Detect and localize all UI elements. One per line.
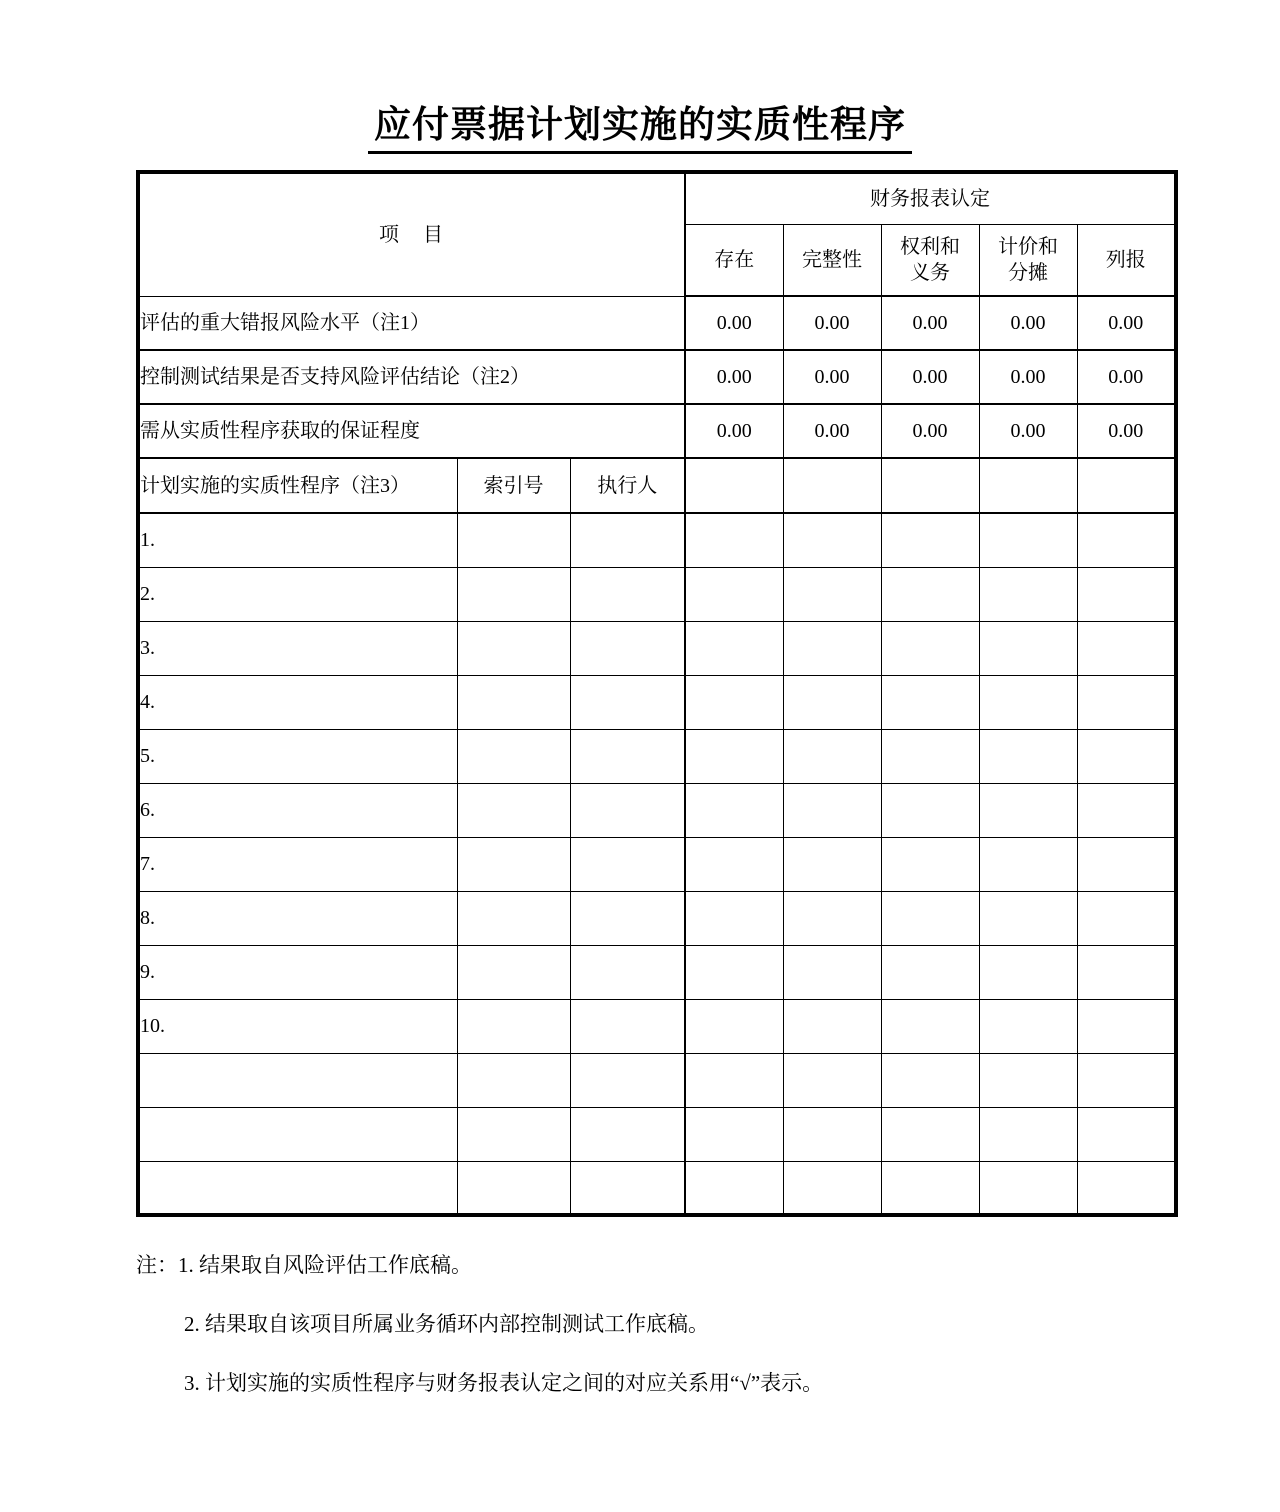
procedure-mark-4-existence[interactable]	[685, 675, 783, 729]
procedure-mark-11-existence[interactable]	[685, 1053, 783, 1107]
procedure-no-1[interactable]: 1.	[138, 513, 457, 567]
procedure-index-6[interactable]	[457, 783, 570, 837]
cell-assurance-rights: 0.00	[881, 404, 979, 458]
procedure-mark-8-valuation[interactable]	[979, 891, 1077, 945]
procedure-index-2[interactable]	[457, 567, 570, 621]
cell-risk-completeness: 0.00	[783, 296, 881, 350]
procedure-header-presentation[interactable]	[1077, 458, 1176, 513]
header-cell-procedures: 计划实施的实质性程序（注3）	[138, 458, 457, 513]
substantive-procedures-table	[136, 170, 1178, 1217]
header-cell-executor: 执行人	[570, 458, 685, 513]
footnote-2: 2. 结果取自该项目所属业务循环内部控制测试工作底稿。	[184, 1312, 709, 1336]
procedure-mark-1-valuation[interactable]	[979, 513, 1077, 567]
table-row	[138, 891, 1176, 945]
procedure-index-3[interactable]	[457, 621, 570, 675]
procedure-executor-11[interactable]	[570, 1053, 685, 1107]
procedure-mark-12-presentation[interactable]	[1077, 1107, 1176, 1161]
procedure-mark-3-presentation[interactable]	[1077, 621, 1176, 675]
table-row	[138, 729, 1176, 783]
procedure-mark-9-presentation[interactable]	[1077, 945, 1176, 999]
table-row	[138, 1161, 1176, 1215]
procedure-no-3[interactable]: 3.	[138, 621, 457, 675]
procedure-mark-10-valuation[interactable]	[979, 999, 1077, 1053]
procedure-mark-9-rights[interactable]	[881, 945, 979, 999]
title-container	[0, 104, 1280, 154]
row-label-risk-level: 评估的重大错报风险水平（注1）	[138, 296, 685, 350]
procedure-mark-2-presentation[interactable]	[1077, 567, 1176, 621]
header-text-rights-line1: 权利和	[900, 235, 960, 258]
procedure-executor-12[interactable]	[570, 1107, 685, 1161]
header-cell-index-no: 索引号	[457, 458, 570, 513]
procedure-mark-12-completeness[interactable]	[783, 1107, 881, 1161]
table-row	[138, 621, 1176, 675]
procedure-index-7[interactable]	[457, 837, 570, 891]
table-row	[138, 837, 1176, 891]
procedure-mark-7-presentation[interactable]	[1077, 837, 1176, 891]
procedure-mark-6-presentation[interactable]	[1077, 783, 1176, 837]
header-cell-rights-obligations	[881, 224, 979, 296]
cell-assurance-existence: 0.00	[685, 404, 783, 458]
table-row	[138, 675, 1176, 729]
procedure-mark-1-existence[interactable]	[685, 513, 783, 567]
procedure-mark-12-existence[interactable]	[685, 1107, 783, 1161]
procedure-index-4[interactable]	[457, 675, 570, 729]
procedure-mark-5-completeness[interactable]	[783, 729, 881, 783]
procedure-no-10[interactable]: 10.	[138, 999, 457, 1053]
procedure-mark-13-valuation[interactable]	[979, 1161, 1077, 1215]
procedure-mark-10-rights[interactable]	[881, 999, 979, 1053]
row-label-control-test: 控制测试结果是否支持风险评估结论（注2）	[138, 350, 685, 404]
header-cell-item: 项 目	[138, 172, 685, 296]
procedure-index-8[interactable]	[457, 891, 570, 945]
procedure-mark-2-existence[interactable]	[685, 567, 783, 621]
procedure-executor-10[interactable]	[570, 999, 685, 1053]
table-row	[138, 999, 1176, 1053]
cell-control-existence: 0.00	[685, 350, 783, 404]
cell-assurance-presentation: 0.00	[1077, 404, 1176, 458]
procedure-mark-1-rights[interactable]	[881, 513, 979, 567]
header-text-completeness: 完整性	[802, 248, 862, 271]
procedure-mark-3-existence[interactable]	[685, 621, 783, 675]
procedure-mark-4-completeness[interactable]	[783, 675, 881, 729]
procedure-executor-2[interactable]	[570, 567, 685, 621]
procedure-index-1[interactable]	[457, 513, 570, 567]
procedure-header-completeness[interactable]	[783, 458, 881, 513]
cell-control-presentation: 0.00	[1077, 350, 1176, 404]
procedure-no-2[interactable]: 2.	[138, 567, 457, 621]
procedure-mark-2-completeness[interactable]	[783, 567, 881, 621]
procedure-mark-13-completeness[interactable]	[783, 1161, 881, 1215]
procedure-mark-6-valuation[interactable]	[979, 783, 1077, 837]
footnotes	[136, 1252, 1136, 1396]
procedure-executor-1[interactable]	[570, 513, 685, 567]
procedure-no-13[interactable]	[138, 1161, 457, 1215]
procedure-no-9[interactable]: 9.	[138, 945, 457, 999]
procedure-mark-9-completeness[interactable]	[783, 945, 881, 999]
procedure-header-rights[interactable]	[881, 458, 979, 513]
procedure-mark-3-completeness[interactable]	[783, 621, 881, 675]
procedure-mark-10-presentation[interactable]	[1077, 999, 1176, 1053]
table-row	[138, 783, 1176, 837]
header-text-valuation-line1: 计价和	[998, 235, 1058, 258]
header-text-rights-line2: 义务	[910, 261, 950, 284]
header-cell-assertions-group: 财务报表认定	[685, 172, 1176, 224]
procedure-executor-3[interactable]	[570, 621, 685, 675]
table-row-procedure-header	[138, 458, 1176, 513]
header-cell-valuation-allocation	[979, 224, 1077, 296]
procedure-mark-2-rights[interactable]	[881, 567, 979, 621]
cell-control-rights: 0.00	[881, 350, 979, 404]
cell-risk-presentation: 0.00	[1077, 296, 1176, 350]
procedure-mark-9-valuation[interactable]	[979, 945, 1077, 999]
header-text-presentation: 列报	[1105, 248, 1146, 271]
procedure-mark-3-rights[interactable]	[881, 621, 979, 675]
procedure-mark-12-valuation[interactable]	[979, 1107, 1077, 1161]
table-row	[138, 945, 1176, 999]
procedure-executor-4[interactable]	[570, 675, 685, 729]
procedure-executor-7[interactable]	[570, 837, 685, 891]
procedure-mark-13-rights[interactable]	[881, 1161, 979, 1215]
row-label-assurance-level: 需从实质性程序获取的保证程度	[138, 404, 685, 458]
procedure-mark-10-completeness[interactable]	[783, 999, 881, 1053]
procedure-mark-4-valuation[interactable]	[979, 675, 1077, 729]
header-text-existence: 存在	[714, 248, 755, 271]
procedure-no-6[interactable]: 6.	[138, 783, 457, 837]
header-text-valuation-line2: 分摊	[1008, 261, 1048, 284]
table-row	[138, 1053, 1176, 1107]
table-header-group-row	[138, 172, 1176, 224]
table-row	[138, 567, 1176, 621]
procedure-mark-8-completeness[interactable]	[783, 891, 881, 945]
procedure-mark-10-existence[interactable]	[685, 999, 783, 1053]
procedure-mark-6-existence[interactable]	[685, 783, 783, 837]
procedure-no-11[interactable]	[138, 1053, 457, 1107]
procedure-mark-13-presentation[interactable]	[1077, 1161, 1176, 1215]
procedure-mark-8-existence[interactable]	[685, 891, 783, 945]
procedure-mark-8-rights[interactable]	[881, 891, 979, 945]
procedure-mark-11-rights[interactable]	[881, 1053, 979, 1107]
procedure-mark-9-existence[interactable]	[685, 945, 783, 999]
procedure-mark-8-presentation[interactable]	[1077, 891, 1176, 945]
procedure-mark-6-rights[interactable]	[881, 783, 979, 837]
footnote-3: 3. 计划实施的实质性程序与财务报表认定之间的对应关系用“√”表示。	[184, 1371, 824, 1395]
cell-control-completeness: 0.00	[783, 350, 881, 404]
procedure-mark-5-rights[interactable]	[881, 729, 979, 783]
procedure-mark-11-presentation[interactable]	[1077, 1053, 1176, 1107]
procedure-header-existence[interactable]	[685, 458, 783, 513]
procedure-mark-7-valuation[interactable]	[979, 837, 1077, 891]
procedure-mark-5-presentation[interactable]	[1077, 729, 1176, 783]
table-row-risk-level	[138, 296, 1176, 350]
procedure-mark-7-completeness[interactable]	[783, 837, 881, 891]
procedure-executor-8[interactable]	[570, 891, 685, 945]
cell-risk-rights: 0.00	[881, 296, 979, 350]
cell-risk-valuation: 0.00	[979, 296, 1077, 350]
procedure-index-9[interactable]	[457, 945, 570, 999]
header-cell-existence	[685, 224, 783, 296]
procedure-mark-5-valuation[interactable]	[979, 729, 1077, 783]
procedure-mark-7-existence[interactable]	[685, 837, 783, 891]
procedure-mark-1-completeness[interactable]	[783, 513, 881, 567]
procedure-mark-6-completeness[interactable]	[783, 783, 881, 837]
procedure-executor-9[interactable]	[570, 945, 685, 999]
footnote-1: 注：1. 结果取自风险评估工作底稿。	[136, 1253, 472, 1277]
procedure-no-8[interactable]: 8.	[138, 891, 457, 945]
header-cell-presentation	[1077, 224, 1176, 296]
procedure-mark-4-presentation[interactable]	[1077, 675, 1176, 729]
procedure-mark-1-presentation[interactable]	[1077, 513, 1176, 567]
page-title: 应付票据计划实施的实质性程序	[368, 104, 912, 154]
procedure-mark-11-valuation[interactable]	[979, 1053, 1077, 1107]
cell-control-valuation: 0.00	[979, 350, 1077, 404]
procedure-header-valuation[interactable]	[979, 458, 1077, 513]
procedure-executor-5[interactable]	[570, 729, 685, 783]
cell-assurance-valuation: 0.00	[979, 404, 1077, 458]
procedure-mark-7-rights[interactable]	[881, 837, 979, 891]
table-row	[138, 513, 1176, 567]
procedure-index-11[interactable]	[457, 1053, 570, 1107]
table-row	[138, 1107, 1176, 1161]
procedure-mark-2-valuation[interactable]	[979, 567, 1077, 621]
procedure-mark-3-valuation[interactable]	[979, 621, 1077, 675]
procedure-index-5[interactable]	[457, 729, 570, 783]
table-row-control-test	[138, 350, 1176, 404]
procedure-index-12[interactable]	[457, 1107, 570, 1161]
procedure-no-7[interactable]: 7.	[138, 837, 457, 891]
cell-risk-existence: 0.00	[685, 296, 783, 350]
procedure-mark-5-existence[interactable]	[685, 729, 783, 783]
procedure-mark-4-rights[interactable]	[881, 675, 979, 729]
procedure-mark-11-completeness[interactable]	[783, 1053, 881, 1107]
procedure-executor-6[interactable]	[570, 783, 685, 837]
procedure-mark-13-existence[interactable]	[685, 1161, 783, 1215]
table-row-assurance-level	[138, 404, 1176, 458]
procedure-index-10[interactable]	[457, 999, 570, 1053]
cell-assurance-completeness: 0.00	[783, 404, 881, 458]
procedure-index-13[interactable]	[457, 1161, 570, 1215]
header-cell-completeness	[783, 224, 881, 296]
procedure-executor-13[interactable]	[570, 1161, 685, 1215]
procedure-no-5[interactable]: 5.	[138, 729, 457, 783]
procedure-no-4[interactable]: 4.	[138, 675, 457, 729]
procedure-mark-12-rights[interactable]	[881, 1107, 979, 1161]
procedure-no-12[interactable]	[138, 1107, 457, 1161]
